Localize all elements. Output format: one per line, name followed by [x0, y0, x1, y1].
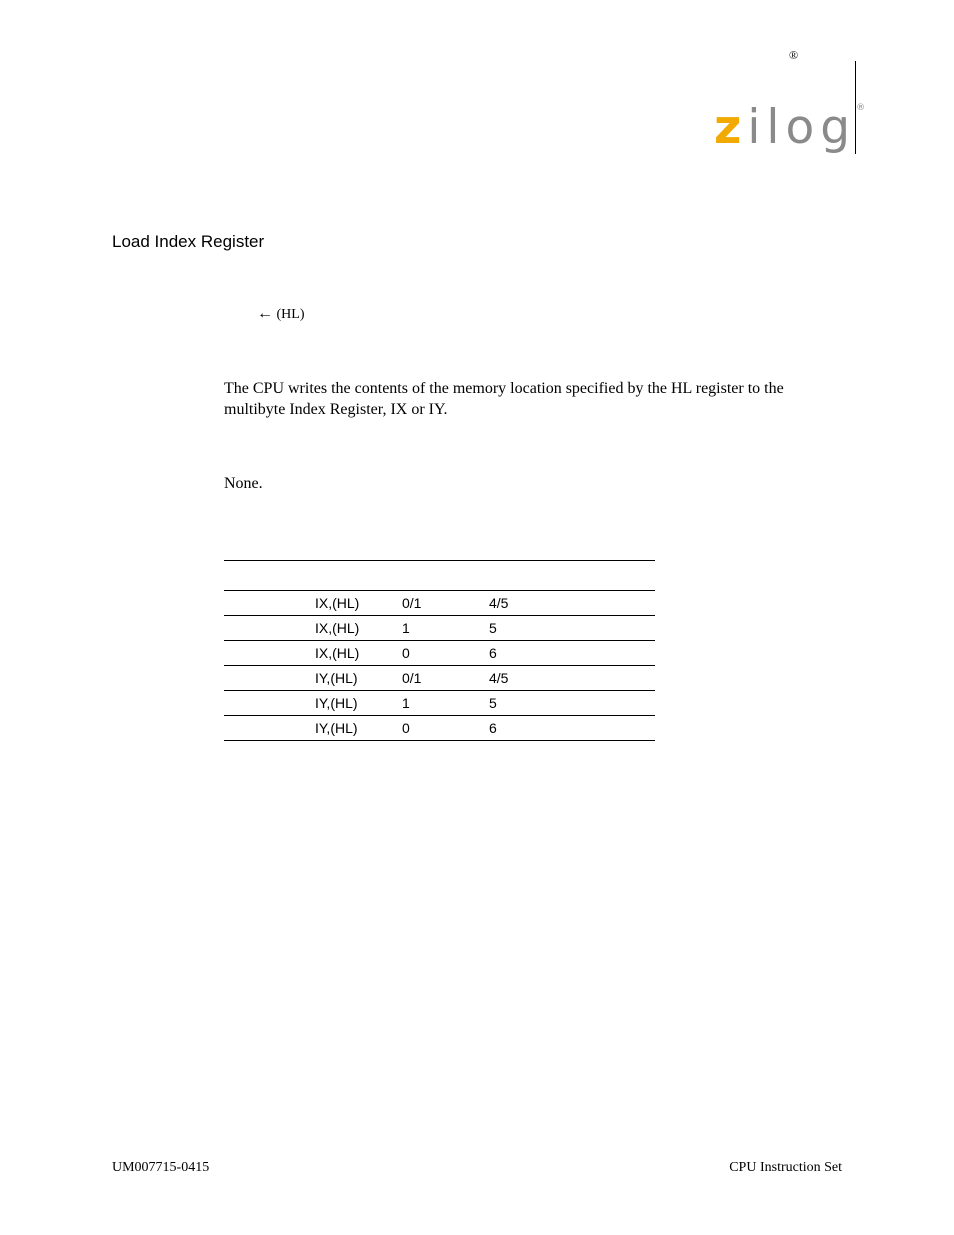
table-row — [224, 641, 655, 666]
footer-doc-id: UM007715-0415 — [112, 1160, 210, 1175]
table-cell: 0 — [402, 641, 489, 666]
logo-rest: ilog — [747, 100, 857, 155]
zilog-logo — [714, 100, 866, 155]
table-cell: 1 — [402, 616, 489, 641]
section-heading: Load Index Register — [112, 232, 265, 251]
table-row — [224, 666, 655, 691]
table-row — [224, 591, 655, 616]
opcode-table — [224, 560, 655, 741]
table-cell: IY,(HL) — [315, 666, 402, 691]
table-cell — [224, 716, 315, 741]
table-row — [224, 716, 655, 741]
operation-line — [257, 305, 305, 323]
logo-registered: ® — [856, 103, 866, 113]
table-cell: 4/5 — [489, 666, 655, 691]
table-row — [224, 691, 655, 716]
footer-section-title: CPU Instruction Set — [729, 1160, 842, 1175]
logo-z: z — [714, 100, 748, 155]
table-cell: IY,(HL) — [315, 716, 402, 741]
table-cell: IX,(HL) — [315, 616, 402, 641]
table-cell: 0/1 — [402, 666, 489, 691]
table-row — [224, 616, 655, 641]
left-arrow-icon: ← — [257, 305, 273, 322]
table-cell — [224, 666, 315, 691]
table-cell: 0 — [402, 716, 489, 741]
table-cell — [224, 641, 315, 666]
table-cell: 4/5 — [489, 591, 655, 616]
table-header-cell — [402, 561, 489, 591]
table-cell — [224, 616, 315, 641]
table-cell: 5 — [489, 616, 655, 641]
flags-text: None. — [224, 475, 263, 492]
table-header-cell — [315, 561, 402, 591]
table-cell: 6 — [489, 716, 655, 741]
table-cell: 0/1 — [402, 591, 489, 616]
description-text: The CPU writes the contents of the memory location specified by the HL register to the multibyte Index Register, IX or IY. — [224, 380, 784, 418]
operation-operand: (HL) — [276, 307, 305, 322]
table-cell: 5 — [489, 691, 655, 716]
table-cell: IY,(HL) — [315, 691, 402, 716]
table-header-cell — [224, 561, 315, 591]
table-header-row — [224, 561, 655, 591]
table-cell: 1 — [402, 691, 489, 716]
table-cell — [224, 691, 315, 716]
table-cell — [224, 591, 315, 616]
table-cell: IX,(HL) — [315, 591, 402, 616]
table-cell: 6 — [489, 641, 655, 666]
table-header-cell — [489, 561, 655, 591]
registered-mark: ® — [789, 48, 799, 62]
table-cell: IX,(HL) — [315, 641, 402, 666]
